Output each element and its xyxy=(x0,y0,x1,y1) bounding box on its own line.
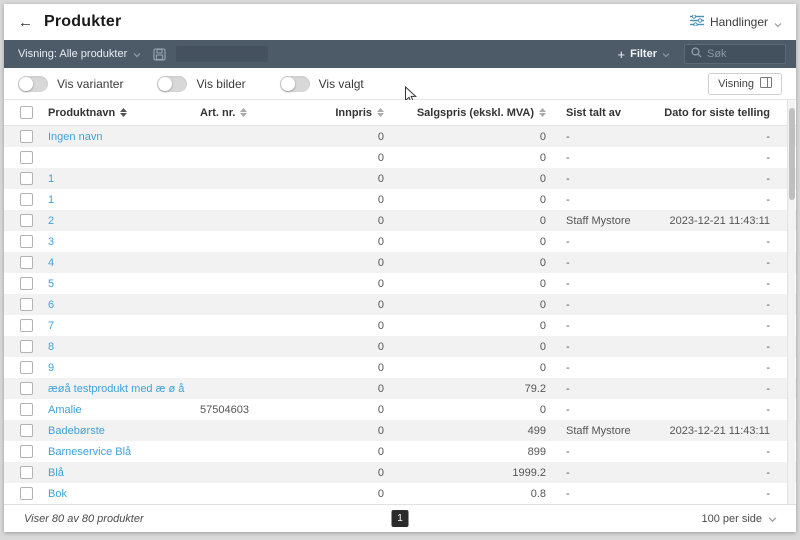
toggle-switch[interactable] xyxy=(157,76,187,92)
chevron-down-icon xyxy=(774,18,782,26)
cell-dato: - xyxy=(766,256,770,269)
vertical-scrollbar[interactable] xyxy=(787,100,795,504)
cell-salgspris: 1999.2 xyxy=(512,466,546,479)
view-selector-label: Visning: Alle produkter xyxy=(18,48,128,60)
column-header-innpris[interactable] xyxy=(320,107,390,119)
table-row xyxy=(4,231,796,252)
cell-sist-talt-av: - xyxy=(566,172,570,185)
column-header-produktnavn[interactable] xyxy=(48,107,200,119)
cell-salgspris: 0 xyxy=(539,151,546,164)
column-label: Art. nr. xyxy=(200,106,236,119)
cell-salgspris: 499 xyxy=(527,424,546,437)
toggle-label: Vis bilder xyxy=(196,76,246,91)
table-row xyxy=(4,441,796,462)
cell-salgspris: 899 xyxy=(527,445,546,458)
page-header xyxy=(4,4,796,40)
cell-innpris: 0 xyxy=(377,361,384,374)
view-selector-dropdown[interactable] xyxy=(14,48,145,60)
chevron-down-icon xyxy=(133,50,141,58)
cell-innpris: 0 xyxy=(377,235,384,248)
row-checkbox[interactable] xyxy=(20,424,33,437)
table-row xyxy=(4,315,796,336)
table-row xyxy=(4,294,796,315)
cell-innpris: 0 xyxy=(377,277,384,290)
plus-icon: + xyxy=(617,46,626,62)
sort-icon[interactable] xyxy=(377,108,384,117)
filter-button[interactable] xyxy=(618,47,671,62)
table-row xyxy=(4,210,796,231)
cell-sist-talt-av: - xyxy=(566,403,570,416)
cell-salgspris: 0.8 xyxy=(530,487,546,500)
column-header-salgspris[interactable] xyxy=(390,107,552,119)
row-checkbox[interactable] xyxy=(20,256,33,269)
cell-salgspris: 0 xyxy=(539,235,546,248)
table-row xyxy=(4,420,796,441)
products-card xyxy=(4,4,796,532)
cell-innpris: 0 xyxy=(377,172,384,185)
cell-sist-talt-av: - xyxy=(566,466,570,479)
row-checkbox[interactable] xyxy=(20,340,33,353)
cell-salgspris: 0 xyxy=(539,403,546,416)
scrollbar-thumb[interactable] xyxy=(789,108,795,200)
column-header-dato xyxy=(648,107,796,119)
column-header-sist-talt-av xyxy=(552,107,648,119)
table-row xyxy=(4,336,796,357)
product-link[interactable]: 1 xyxy=(48,172,55,185)
product-link[interactable]: Blå xyxy=(48,466,64,479)
column-label: Innpris xyxy=(335,106,372,119)
search-box xyxy=(684,44,786,64)
cell-sist-talt-av: - xyxy=(566,151,570,164)
row-checkbox[interactable] xyxy=(20,361,33,374)
cell-innpris: 0 xyxy=(377,466,384,479)
product-link[interactable]: Barneservice Blå xyxy=(48,445,132,458)
row-checkbox[interactable] xyxy=(20,298,33,311)
search-icon xyxy=(691,45,702,63)
table-row xyxy=(4,378,796,399)
row-checkbox[interactable] xyxy=(20,172,33,185)
cell-innpris: 0 xyxy=(377,340,384,353)
cell-dato: - xyxy=(766,382,770,395)
cell-dato: - xyxy=(766,172,770,185)
row-checkbox[interactable] xyxy=(20,235,33,248)
table-row xyxy=(4,147,796,168)
toggle-show-variants[interactable] xyxy=(18,76,123,92)
row-checkbox[interactable] xyxy=(20,403,33,416)
cell-sist-talt-av: - xyxy=(566,340,570,353)
cell-innpris: 0 xyxy=(377,130,384,143)
cell-salgspris: 0 xyxy=(539,319,546,332)
results-summary: Viser 80 av 80 produkter xyxy=(24,512,144,525)
cell-dato: - xyxy=(766,151,770,164)
cell-innpris: 0 xyxy=(377,193,384,206)
product-link[interactable]: 6 xyxy=(48,298,55,311)
columns-icon xyxy=(760,77,772,91)
product-link[interactable]: 8 xyxy=(48,340,55,353)
row-checkbox[interactable] xyxy=(20,214,33,227)
page-title: Produkter xyxy=(44,13,122,30)
view-name-field[interactable] xyxy=(176,46,268,62)
cell-salgspris: 0 xyxy=(539,361,546,374)
cell-sist-talt-av: - xyxy=(566,193,570,206)
toggle-label: Vis varianter xyxy=(57,76,124,91)
sliders-icon xyxy=(690,15,704,29)
toggle-show-selected[interactable] xyxy=(280,76,364,92)
cell-sist-talt-av: - xyxy=(566,361,570,374)
cell-dato: - xyxy=(766,340,770,353)
product-link[interactable]: 5 xyxy=(48,277,55,290)
cell-innpris: 0 xyxy=(377,424,384,437)
display-options-bar xyxy=(4,68,796,100)
actions-dropdown-button[interactable] xyxy=(690,15,782,29)
product-link[interactable]: 3 xyxy=(48,235,55,248)
chevron-down-icon xyxy=(768,515,776,523)
cell-dato: - xyxy=(766,466,770,479)
cell-dato: - xyxy=(766,487,770,500)
cell-innpris: 0 xyxy=(377,298,384,311)
select-all-checkbox[interactable] xyxy=(20,106,33,119)
product-link[interactable]: æøå testprodukt med æ ø å xyxy=(48,382,185,395)
cell-innpris: 0 xyxy=(377,445,384,458)
sort-icon[interactable] xyxy=(240,108,247,117)
row-checkbox[interactable] xyxy=(20,445,33,458)
cell-dato: - xyxy=(766,361,770,374)
cell-sist-talt-av: - xyxy=(566,256,570,269)
cell-dato: 2023-12-21 11:43:11 xyxy=(669,214,770,227)
back-arrow-icon[interactable]: ← xyxy=(18,13,33,31)
product-link[interactable]: 1 xyxy=(48,193,55,206)
column-label: Produktnavn xyxy=(48,106,116,119)
view-button-label: Visning xyxy=(718,77,754,90)
actions-label: Handlinger xyxy=(709,15,768,29)
filter-label: Filter xyxy=(630,48,657,60)
product-link[interactable]: 7 xyxy=(48,319,55,332)
table-row xyxy=(4,126,796,147)
save-view-icon[interactable] xyxy=(153,48,166,61)
row-checkbox[interactable] xyxy=(20,382,33,395)
product-link[interactable]: Badebørste xyxy=(48,424,105,437)
cell-sist-talt-av: - xyxy=(566,235,570,248)
product-link[interactable]: 4 xyxy=(48,256,55,269)
cell-dato: - xyxy=(766,277,770,290)
toggle-show-images[interactable] xyxy=(157,76,245,92)
table-row xyxy=(4,483,796,504)
row-checkbox[interactable] xyxy=(20,193,33,206)
column-label: Dato for siste telling xyxy=(664,106,770,119)
row-checkbox[interactable] xyxy=(20,466,33,479)
cell-innpris: 0 xyxy=(377,403,384,416)
table-header-row xyxy=(4,100,796,126)
row-checkbox[interactable] xyxy=(20,487,33,500)
product-link[interactable]: Bok xyxy=(48,487,67,500)
cell-dato: - xyxy=(766,298,770,311)
cell-dato: - xyxy=(766,403,770,416)
product-link[interactable]: 2 xyxy=(48,214,55,227)
cell-innpris: 0 xyxy=(377,319,384,332)
table-row xyxy=(4,273,796,294)
cell-innpris: 0 xyxy=(377,487,384,500)
cell-sist-talt-av: - xyxy=(566,487,570,500)
cell-innpris: 0 xyxy=(377,214,384,227)
cell-salgspris: 79.2 xyxy=(524,382,546,395)
cell-innpris: 0 xyxy=(377,151,384,164)
cell-innpris: 0 xyxy=(377,382,384,395)
table-row xyxy=(4,399,796,420)
cell-salgspris: 0 xyxy=(539,172,546,185)
product-link[interactable]: Amalie xyxy=(48,403,82,416)
cell-dato: - xyxy=(766,130,770,143)
cell-dato: - xyxy=(766,235,770,248)
cell-dato: - xyxy=(766,193,770,206)
cell-sist-talt-av: - xyxy=(566,277,570,290)
columns-view-button[interactable] xyxy=(708,73,782,95)
cell-sist-talt-av: - xyxy=(566,298,570,311)
table-row xyxy=(4,462,796,483)
cell-salgspris: 0 xyxy=(539,340,546,353)
table-row xyxy=(4,252,796,273)
row-checkbox[interactable] xyxy=(20,277,33,290)
cell-dato: - xyxy=(766,319,770,332)
table-row xyxy=(4,357,796,378)
row-checkbox[interactable] xyxy=(20,130,33,143)
toggle-switch[interactable] xyxy=(18,76,48,92)
chevron-down-icon xyxy=(662,50,670,58)
table-row xyxy=(4,168,796,189)
cell-salgspris: 0 xyxy=(539,214,546,227)
cell-dato: - xyxy=(766,445,770,458)
cell-sist-talt-av: Staff Mystore xyxy=(566,214,631,227)
table-row xyxy=(4,189,796,210)
cell-sist-talt-av: Staff Mystore xyxy=(566,424,631,437)
per-page-dropdown[interactable] xyxy=(701,513,776,525)
products-table xyxy=(4,100,796,504)
cell-sist-talt-av: - xyxy=(566,319,570,332)
column-header-art-nr[interactable] xyxy=(200,107,320,119)
cell-sist-talt-av: - xyxy=(566,130,570,143)
cell-salgspris: 0 xyxy=(539,130,546,143)
sort-icon[interactable] xyxy=(120,108,127,117)
cell-sist-talt-av: - xyxy=(566,445,570,458)
cell-sist-talt-av: - xyxy=(566,382,570,395)
toggle-label: Vis valgt xyxy=(318,76,364,91)
cell-salgspris: 0 xyxy=(539,277,546,290)
cell-salgspris: 0 xyxy=(539,256,546,269)
cell-art-nr: 57504603 xyxy=(200,403,249,416)
sort-icon[interactable] xyxy=(539,108,546,117)
cell-innpris: 0 xyxy=(377,256,384,269)
table-body xyxy=(4,126,796,504)
per-page-label: 100 per side xyxy=(701,512,762,525)
product-link[interactable]: Ingen navn xyxy=(48,130,103,143)
search-input[interactable] xyxy=(707,48,777,60)
toggle-switch[interactable] xyxy=(280,76,310,92)
row-checkbox[interactable] xyxy=(20,151,33,164)
cell-salgspris: 0 xyxy=(539,298,546,311)
table-footer xyxy=(4,504,796,532)
cell-salgspris: 0 xyxy=(539,193,546,206)
column-label: Salgspris (ekskl. MVA) xyxy=(416,106,534,119)
row-checkbox[interactable] xyxy=(20,319,33,332)
cell-dato: 2023-12-21 11:43:11 xyxy=(669,424,770,437)
view-toolbar xyxy=(4,40,796,68)
page-number-button[interactable]: 1 xyxy=(392,510,409,527)
column-label: Sist talt av xyxy=(566,106,622,119)
product-link[interactable]: 9 xyxy=(48,361,55,374)
